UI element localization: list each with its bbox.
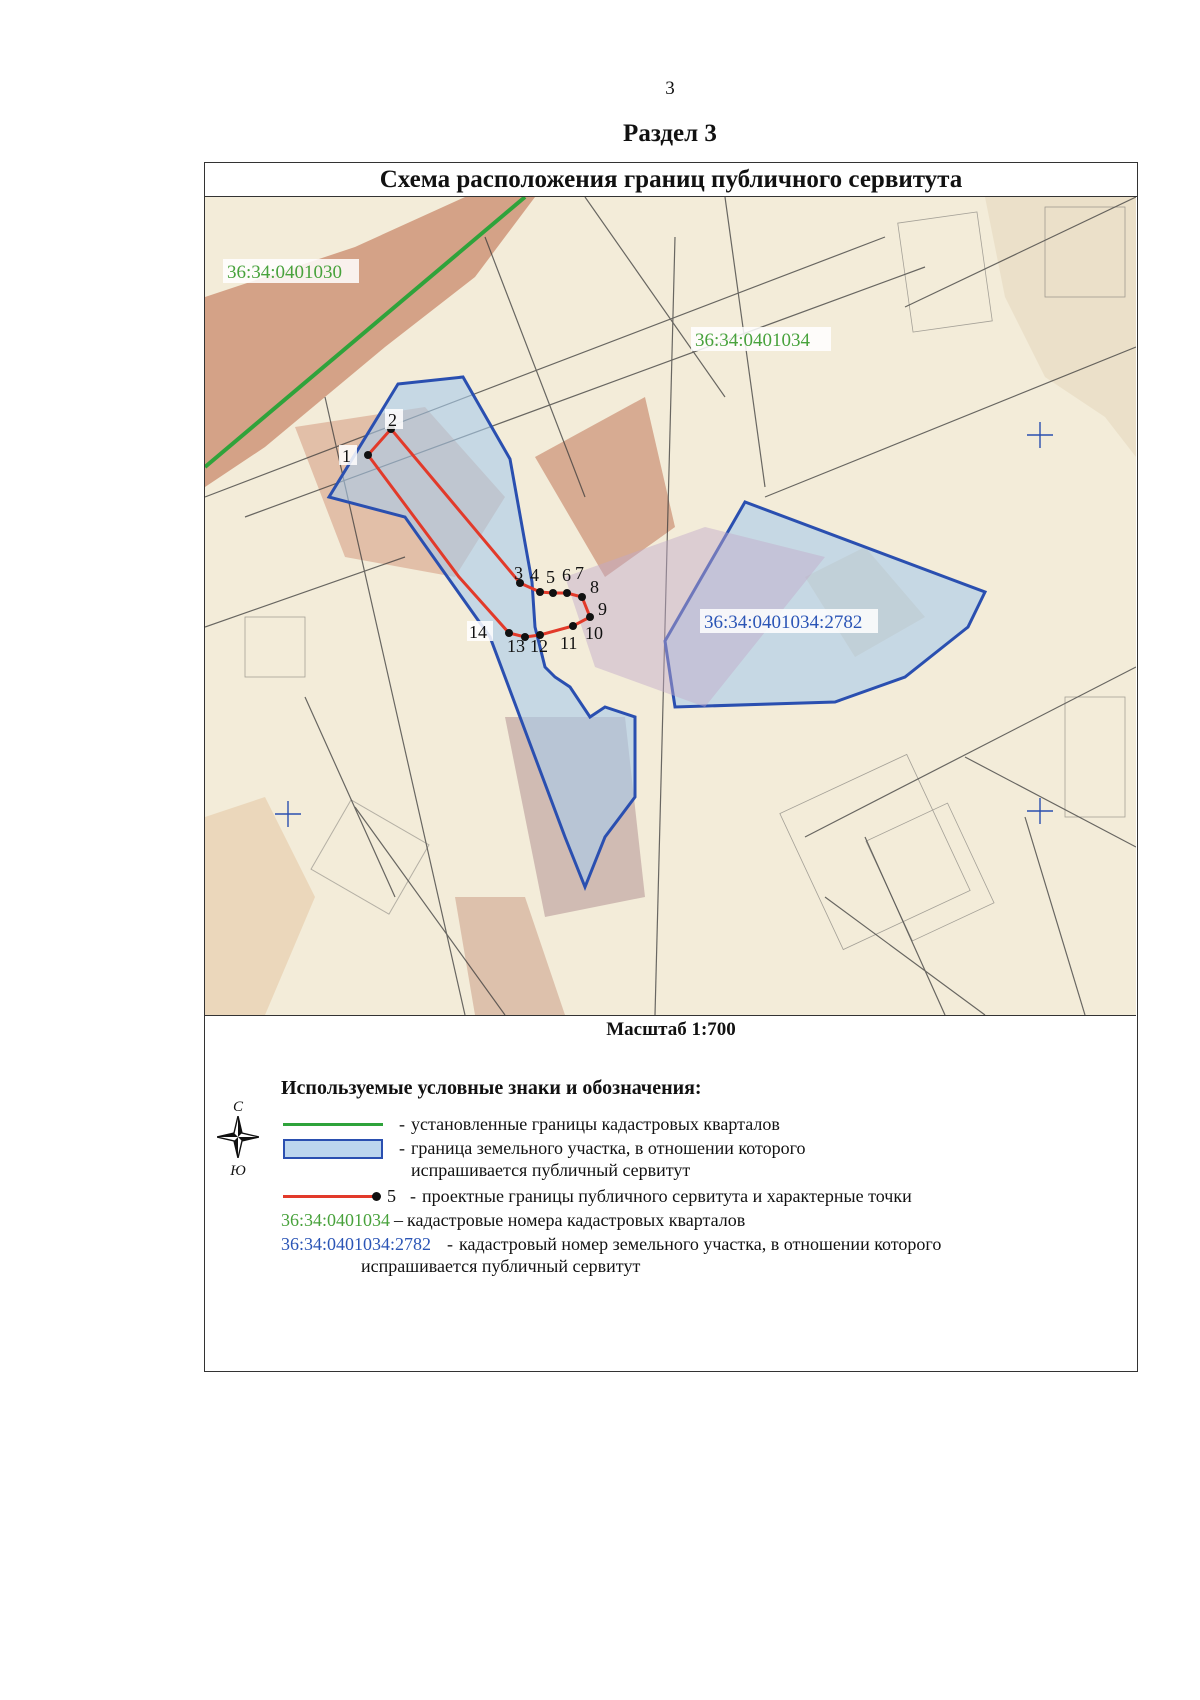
point-label: 12: [530, 636, 548, 656]
point-label: 4: [530, 565, 539, 585]
legend-item-parcel-boundary: - граница земельного участка, в отношении которого испрашивается публичный сервитут: [281, 1137, 806, 1181]
point-label: 10: [585, 623, 603, 643]
point-label: 1: [342, 446, 351, 466]
point-label: 2: [388, 410, 397, 430]
legend-item-quarter-numbers: 36:34:0401034 – кадастровые номера кадастровых кварталов: [281, 1210, 746, 1230]
parcel-label: 36:34:0401034:2782: [704, 612, 863, 633]
compass-rose-icon: [217, 1099, 259, 1209]
legend-item-parcel-number: 36:34:0401034:2782 - кадастровый номер земельного участка, в отношении которого испрашивается публичный сервитут: [281, 1234, 942, 1276]
legend-item-quarter-boundary: - установленные границы кадастровых кварталов: [281, 1113, 780, 1135]
legend-item-servitude-boundary: 5 - проектные границы публичного сервитута и характерные точки: [281, 1185, 912, 1207]
point-label: 9: [598, 599, 607, 619]
point-label: 5: [546, 567, 555, 587]
section-title: Раздел 3: [623, 120, 717, 147]
quarter-label: 36:34:0401034: [695, 330, 811, 351]
green-line-symbol: [281, 1113, 393, 1135]
red-line-symbol: [281, 1185, 393, 1207]
point-label: 14: [469, 622, 487, 642]
legend-parcel-code: 36:34:0401034:2782: [281, 1234, 432, 1254]
compass-star-icon: [217, 1116, 259, 1158]
quarter-label: 36:34:0401030: [227, 262, 343, 283]
scheme-frame: [204, 162, 1138, 1372]
legend-quarter-code: 36:34:0401034: [281, 1210, 391, 1230]
point-label: 6: [562, 565, 571, 585]
blue-box-symbol: [281, 1137, 393, 1159]
map-scale: Масштаб 1:700: [606, 1019, 736, 1040]
point-label: 13: [507, 636, 525, 656]
compass-north-label: С: [232, 1099, 243, 1115]
compass-south-label: Ю: [230, 1163, 246, 1179]
legend-title: Используемые условные знаки и обозначения:: [281, 1077, 702, 1099]
page-number: 3: [665, 78, 675, 99]
point-label: 8: [590, 577, 599, 597]
point-label: 7: [575, 563, 584, 583]
cadastral-map: [205, 197, 1136, 1016]
point-label: 11: [560, 633, 578, 653]
scheme-title: Схема расположения границ публичного сервитута: [205, 163, 1137, 197]
map-canvas: [205, 197, 1136, 1015]
legend-point-marker: 5: [387, 1186, 396, 1206]
point-label: 3: [514, 563, 523, 583]
